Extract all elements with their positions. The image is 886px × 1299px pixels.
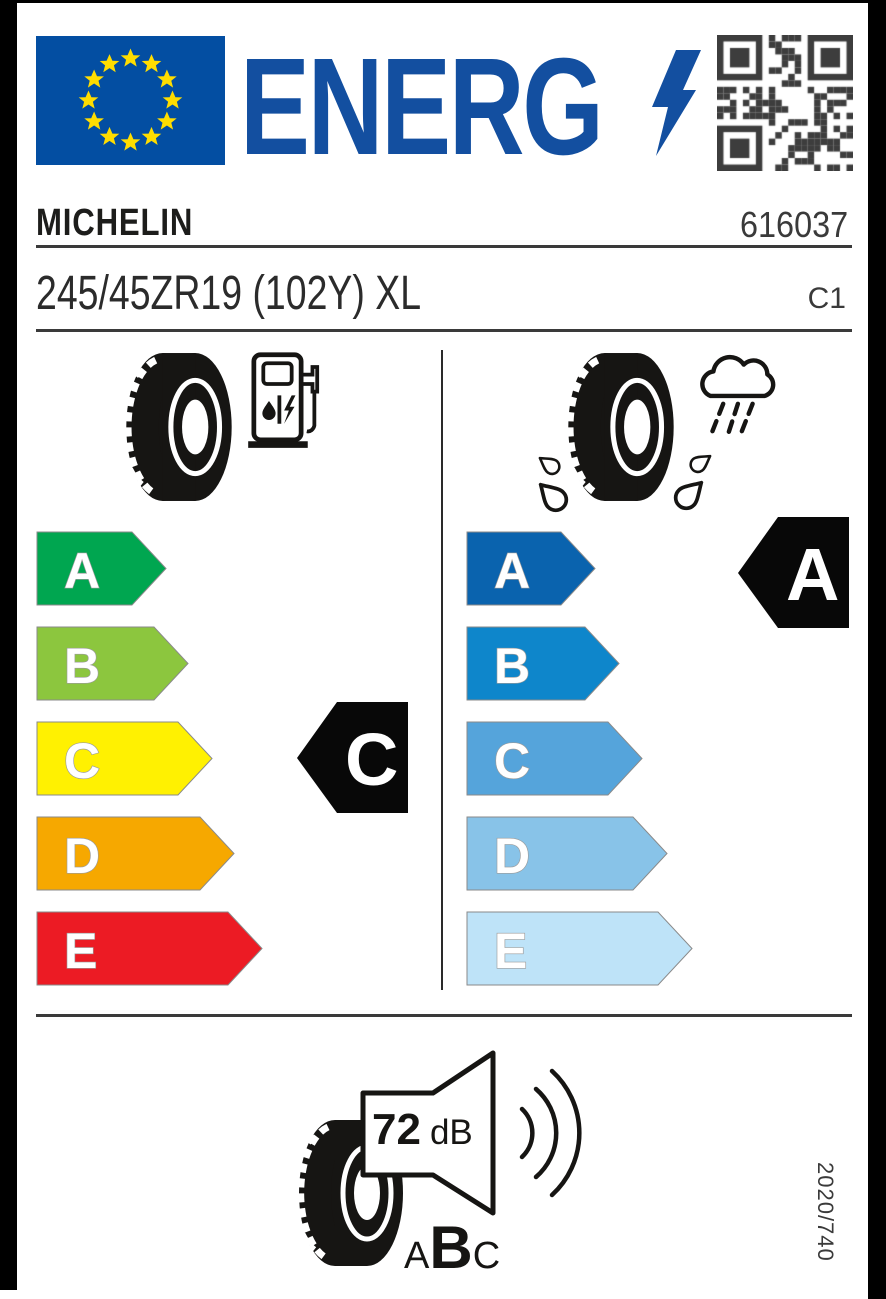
energ-logo-text: ENERG — [240, 30, 602, 184]
tyre-size: 245/45ZR19 (102Y) XL — [36, 267, 422, 320]
divider — [36, 245, 852, 248]
left-border — [0, 0, 17, 1290]
noise-class-b: B — [429, 1214, 473, 1281]
brand-name: MICHELIN — [36, 202, 194, 244]
fuel-grade-d-label: D — [64, 828, 101, 884]
noise-class-a: A — [404, 1235, 430, 1277]
column-divider — [441, 350, 443, 990]
divider — [36, 329, 852, 332]
article-number: 616037 — [739, 204, 848, 245]
fuel-pump-icon — [248, 350, 324, 454]
wet-rating-arrow — [738, 517, 850, 629]
eu-flag-icon — [36, 36, 225, 165]
top-border — [0, 0, 886, 3]
qr-code — [717, 35, 853, 171]
wet-grade-c-arrow — [466, 721, 643, 796]
fuel-rating-arrow — [297, 702, 409, 814]
wet-grade-c-label: C — [494, 733, 531, 789]
wet-grade-e-label: E — [494, 923, 528, 979]
noise-class-c: C — [472, 1235, 501, 1277]
wet-grade-a-label: A — [494, 543, 531, 599]
wet-grade-a-arrow — [466, 531, 596, 606]
noise-value-group — [372, 1105, 473, 1155]
fuel-grade-b-arrow — [36, 626, 189, 701]
fuel-grade-e-arrow — [36, 911, 263, 986]
wet-rating-label: A — [786, 533, 840, 616]
noise-class-letters — [404, 1213, 500, 1282]
wet-grade-d-label: D — [494, 828, 531, 884]
rain-cloud-icon — [684, 348, 782, 440]
regulation-number: 2020/740 — [813, 1162, 838, 1262]
wet-grade-e-arrow — [466, 911, 693, 986]
noise-value: 72 — [372, 1105, 421, 1154]
fuel-grade-d-arrow — [36, 816, 235, 891]
fuel-grade-a-label: A — [64, 543, 101, 599]
fuel-grade-c-label: C — [64, 733, 101, 789]
fuel-grade-b-label: B — [64, 638, 101, 694]
lightning-bolt-icon — [648, 50, 702, 156]
tyre-icon — [566, 351, 678, 503]
fuel-grade-e-label: E — [64, 923, 98, 979]
wet-grade-b-label: B — [494, 638, 531, 694]
fuel-grade-a-arrow — [36, 531, 167, 606]
tyre-class: C1 — [807, 282, 846, 315]
fuel-rating-label: C — [345, 718, 399, 801]
divider — [36, 1014, 852, 1017]
wet-grade-d-arrow — [466, 816, 668, 891]
fuel-grade-c-arrow — [36, 721, 213, 796]
tyre-icon — [124, 351, 236, 503]
noise-unit: dB — [429, 1113, 473, 1152]
right-border — [868, 0, 886, 1299]
wet-grade-b-arrow — [466, 626, 620, 701]
